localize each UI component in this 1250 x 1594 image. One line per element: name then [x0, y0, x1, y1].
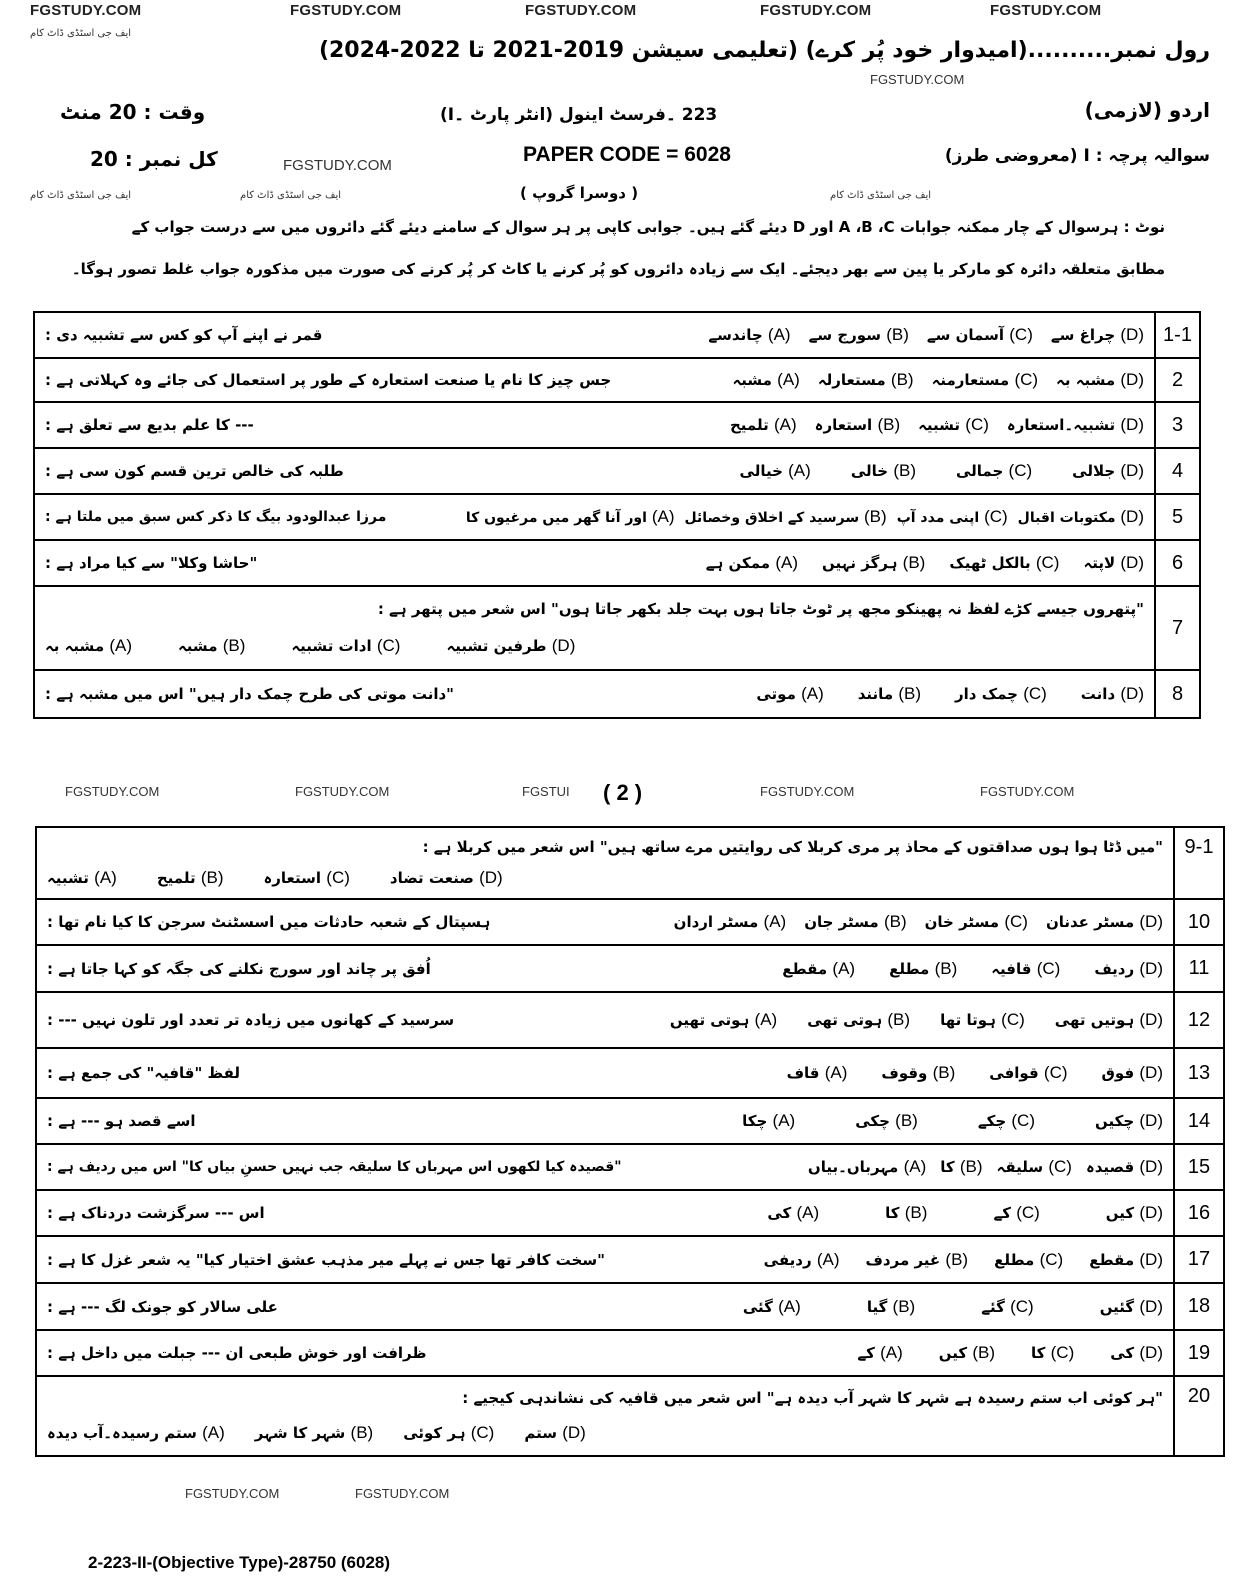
time-allowed: وقت : 20 منٹ: [60, 100, 206, 124]
option-c[interactable]: (C) کا: [1031, 1343, 1075, 1362]
option-b[interactable]: (B) خالی: [850, 461, 916, 480]
question-text: اس --- سرگزشت دردناک ہے :: [47, 1204, 265, 1222]
option-a[interactable]: (A) چکا: [742, 1111, 796, 1130]
option-c[interactable]: (C) ہوتا تھا: [940, 1010, 1025, 1029]
option-c[interactable]: (C) مستعارمنہ: [931, 370, 1039, 389]
option-d[interactable]: (D) جلالی: [1072, 461, 1144, 480]
watermark-urdu: ایف جی اسٹڈی ڈاٹ کام: [240, 190, 342, 201]
question-number: 14: [1173, 1099, 1223, 1143]
question-row: [35, 495, 1199, 541]
option-c[interactable]: (C) قافیہ: [991, 958, 1061, 978]
watermark-urdu: ایف جی اسٹڈی ڈاٹ کام: [30, 190, 132, 201]
session-label: (تعلیمی سیشن: [631, 38, 798, 63]
question-number: 13: [1173, 1049, 1223, 1097]
option-b[interactable]: (B) غیر مردف: [865, 1249, 969, 1269]
question-number: 3: [1154, 403, 1199, 447]
question-text: مرزا عبدالودود بیگ کا ذکر کس سبق میں ملتا ہے :: [45, 509, 387, 525]
question-text: "دانت موتی کی طرح چمک دار ہیں" اس میں مشبہ ہے :: [45, 685, 454, 703]
watermark: FGSTUDY.COM: [355, 1486, 450, 1501]
question-number: 11: [1173, 946, 1223, 991]
watermark: FGSTUDY.COM: [980, 784, 1075, 799]
question-number: 15: [1173, 1145, 1223, 1189]
question-row: [35, 403, 1199, 449]
question-row: [35, 313, 1199, 359]
option-a[interactable]: (A) ہوتی تھیں: [669, 1010, 778, 1029]
option-a[interactable]: (A) چاندسے: [708, 325, 791, 344]
option-b[interactable]: (B) مستعارلہ: [817, 370, 914, 389]
watermark: FGSTUDY.COM: [760, 2, 872, 19]
watermark: FGSTUDY.COM: [295, 784, 390, 799]
option-c[interactable]: (C) چکے: [977, 1111, 1035, 1130]
question-text: قمر نے اپنے آپ کو کس سے تشبیہ دی :: [45, 326, 323, 344]
question-row: [37, 993, 1223, 1049]
option-c[interactable]: (C) آسمان سے: [926, 325, 1033, 344]
question-number: 17: [1173, 1237, 1223, 1282]
question-text: جس چیز کا نام یا صنعت استعارہ کے طور پر استعمال کی جائے وہ کہلاتی ہے :: [45, 371, 612, 389]
question-text: طلبہ کی خالص ترین قسم کون سی ہے :: [45, 462, 344, 480]
option-c[interactable]: (C) چمک دار: [955, 684, 1047, 703]
option-b[interactable]: (B) مسٹر جان: [804, 912, 907, 931]
option-a[interactable]: (A) ممکن ہے: [705, 553, 798, 572]
question-row: [37, 1191, 1223, 1237]
question-number: 16: [1173, 1191, 1223, 1235]
question-text: اسے قصد ہو --- ہے :: [47, 1112, 196, 1130]
paper-footer-code: 2-223-II-(Objective Type)-28750 (6028): [88, 1553, 391, 1572]
option-d[interactable]: (D) مقطع: [1089, 1249, 1163, 1269]
question-number: 6: [1154, 541, 1199, 585]
watermark-urdu: ایف جی اسٹڈی ڈاٹ کام: [30, 28, 132, 39]
question-number: 19: [1173, 1331, 1223, 1375]
instructions-line-2: مطابق متعلقہ دائرہ کو مارکر یا پین سے بھر دیجئے۔ ایک سے زیادہ دائروں کو پُر کرنے یا کاٹ کر پُر کرنے کی صورت میں مذکورہ جواب غلط تصور ہوگا۔: [71, 260, 1165, 278]
option-c[interactable]: (C) اپنی مدد آپ: [896, 507, 1008, 526]
option-d[interactable]: (D) طرفین تشبیہ: [446, 636, 576, 655]
question-text: ظرافت اور خوش طبعی ان --- جبلت میں داخل ہے :: [47, 1344, 427, 1362]
option-b[interactable]: (B) ہوتی تھی: [807, 1010, 911, 1029]
question-text: لفظ "قافیہ" کی جمع ہے :: [47, 1064, 241, 1082]
question-row: [37, 1049, 1223, 1099]
question-text: "سخت کافر تھا جس نے پہلے میر مذہب عشق اختیار کیا" یہ شعر غزل کا ہے :: [47, 1250, 605, 1269]
option-d[interactable]: (D) چراغ سے: [1050, 325, 1144, 344]
paper-info: 223 ۔فرسٹ اینول (انٹر پارٹ ۔I): [440, 105, 718, 125]
watermark: FGSTUDY.COM: [290, 2, 402, 19]
option-d[interactable]: (D) کی: [1110, 1343, 1163, 1362]
group-label: ( دوسرا گروپ ): [520, 184, 639, 202]
question-row: [37, 1331, 1223, 1377]
option-c[interactable]: (C) ہر کوئی: [403, 1423, 495, 1442]
option-d[interactable]: (D) تشبیہ۔استعارہ: [1006, 415, 1144, 434]
question-row: [35, 359, 1199, 403]
question-text: سرسید کے کھانوں میں زیادہ تر تعدد اور تلون نہیں --- :: [47, 1011, 455, 1029]
option-c[interactable]: (C) مسٹر خان: [924, 912, 1028, 931]
watermark: FGSTUI: [522, 784, 570, 799]
option-d[interactable]: (D) گئیں: [1099, 1296, 1163, 1316]
option-d[interactable]: (D) مشبہ بہ: [1056, 370, 1144, 389]
option-d[interactable]: (D) قصیدہ: [1085, 1157, 1163, 1176]
option-a[interactable]: (A) موتی: [756, 684, 824, 703]
watermark-urdu: ایف جی اسٹڈی ڈاٹ کام: [830, 190, 932, 201]
option-c[interactable]: (C) قوافی: [989, 1063, 1068, 1082]
option-c[interactable]: (C) استعارہ: [263, 868, 350, 887]
question-number: 18: [1173, 1284, 1223, 1329]
option-c[interactable]: (C) مطلع: [994, 1249, 1064, 1269]
question-row: [37, 1145, 1223, 1191]
option-a[interactable]: (A) مشبہ: [732, 370, 800, 389]
option-d[interactable]: (D) صنعت تضاد: [389, 868, 503, 887]
watermark: FGSTUDY.COM: [990, 2, 1102, 19]
paper-type: سوالیہ پرچہ : I (معروضی طرز): [944, 146, 1210, 166]
option-d[interactable]: (D) مکتوبات اقبال: [1017, 507, 1144, 526]
question-text: ہسپتال کے شعبہ حادثات میں اسسٹنٹ سرجن کا کیا نام تھا :: [47, 913, 491, 931]
option-c[interactable]: (C) تشبیہ: [918, 415, 989, 434]
question-text: "حاشا وکلا" سے کیا مراد ہے :: [45, 554, 258, 572]
total-marks: کل نمبر : 20: [90, 147, 218, 171]
option-b[interactable]: (B) سرسید کے اخلاق وخصائل: [684, 507, 887, 526]
watermark: FGSTUDY.COM: [760, 784, 855, 799]
option-c[interactable]: (C) بالکل ٹھیک: [949, 553, 1060, 572]
watermark: FGSTUDY.COM: [30, 2, 142, 19]
option-d[interactable]: (D) ستم: [524, 1423, 586, 1442]
question-row: [37, 828, 1223, 900]
question-text: علی سالار کو جونک لگ --- ہے :: [47, 1297, 278, 1316]
watermark: FGSTUDY.COM: [65, 784, 160, 799]
question-number: 7: [1154, 587, 1199, 669]
watermark: FGSTUDY.COM: [185, 1486, 280, 1501]
questions-table-1: [33, 311, 1201, 719]
session-years: 2019-2021 تا 2022-2024): [318, 38, 625, 63]
option-b[interactable]: (B) کا: [940, 1157, 983, 1176]
option-d[interactable]: (D) چکیں: [1095, 1111, 1163, 1130]
question-row: [37, 1099, 1223, 1145]
question-row: [35, 671, 1199, 717]
roll-number-label: رول نمبر..........(امیدوار خود پُر کرے): [805, 38, 1210, 63]
option-b[interactable]: (B) گیا: [866, 1296, 916, 1316]
option-a[interactable]: (A) مقطع: [782, 958, 856, 978]
option-d[interactable]: (D) کیں: [1105, 1203, 1163, 1222]
option-a[interactable]: (A) مسٹر اردان: [673, 912, 787, 931]
question-text: "قصیدہ کیا لکھوں اس مہرباں کا سلیقہ جب نہیں حسنِ بیاں کا" اس میں ردیف ہے :: [47, 1159, 622, 1175]
option-a[interactable]: (A) مشبہ بہ: [45, 636, 133, 655]
option-b[interactable]: (B) استعارہ: [814, 415, 901, 434]
question-number: 4: [1154, 449, 1199, 493]
option-b[interactable]: (B) مانند: [857, 684, 922, 703]
question-row: [35, 587, 1199, 671]
option-a[interactable]: (A) کی: [767, 1203, 820, 1222]
question-row: [37, 1377, 1223, 1455]
option-c[interactable]: (C) ادات تشبیہ: [291, 636, 401, 655]
option-c[interactable]: (C) جمالی: [955, 461, 1033, 480]
watermark: FGSTUDY.COM: [525, 2, 637, 19]
question-number: 12: [1173, 993, 1223, 1047]
question-row: [37, 946, 1223, 993]
subject-title: اردو (لازمی): [1084, 98, 1210, 122]
question-row: [35, 541, 1199, 587]
question-text: "پتھروں جیسے کڑے لفظ نہ پھینکو مجھ پر ٹوٹ جاتا ہوں بہت جلد بکھر جاتا ہوں" اس شعر میں پتھر ہے :: [377, 600, 1144, 618]
option-a[interactable]: (A) تشبیہ: [47, 868, 117, 887]
option-a[interactable]: (A) کے: [857, 1343, 903, 1362]
option-a[interactable]: (A) خیالی: [739, 461, 811, 480]
question-row: [35, 449, 1199, 495]
watermark: FGSTUDY.COM: [283, 157, 392, 174]
option-a[interactable]: (A) گئی: [742, 1296, 801, 1316]
question-number: 2: [1154, 359, 1199, 401]
option-b[interactable]: (B) سورج سے: [808, 325, 909, 344]
option-b[interactable]: (B) مشبہ: [178, 636, 246, 655]
option-b[interactable]: (B) کیں: [938, 1343, 996, 1362]
option-c[interactable]: (C) گئے: [981, 1296, 1034, 1316]
option-d[interactable]: (D) فوق: [1101, 1063, 1163, 1082]
question-text: --- کا علم بدیع سے تعلق ہے :: [45, 416, 254, 434]
option-b[interactable]: (B) کا: [885, 1203, 928, 1222]
option-c[interactable]: (C) سلیقہ: [996, 1157, 1072, 1176]
question-number: 8: [1154, 671, 1199, 717]
instructions-line-1: نوٹ : ہرسوال کے چار ممکنہ جوابات A ،B ،C اور D دیئے گئے ہیں۔ جوابی کاپی پر ہر سوال کے سامنے دیئے گئے دائروں میں سے درست جواب کے: [131, 218, 1165, 236]
option-b[interactable]: (B) مطلع: [889, 958, 958, 978]
option-a[interactable]: (A) مہرباں۔بیاں: [807, 1157, 927, 1176]
option-b[interactable]: (B) ہرگز نہیں: [821, 553, 926, 572]
option-b[interactable]: (B) تلمیح: [156, 868, 224, 887]
question-row: [37, 1237, 1223, 1284]
question-number: 9-1: [1173, 828, 1223, 898]
question-number: 5: [1154, 495, 1199, 539]
option-d[interactable]: (D) ہوتیں تھی: [1054, 1010, 1163, 1029]
option-a[interactable]: (A) اور آنا گھر میں مرغیوں کا: [465, 507, 675, 526]
option-d[interactable]: (D) مسٹر عدنان: [1045, 912, 1163, 931]
option-d[interactable]: (D) لاپتہ: [1083, 553, 1144, 572]
question-row: [37, 900, 1223, 946]
option-c[interactable]: (C) کے: [993, 1203, 1040, 1222]
option-a[interactable]: (A) قاف: [786, 1063, 848, 1082]
question-text: "ہر کوئی اب ستم رسیدہ ہے شہر کا شہر آب دیدہ ہے" اس شعر میں قافیہ کی نشاندہی کیجیے :: [462, 1389, 1163, 1407]
question-text: اُفق پر چاند اور سورج نکلنے کی جگہ کو کہا جاتا ہے :: [47, 959, 431, 978]
option-a[interactable]: (A) ردیفی: [763, 1249, 840, 1269]
page-number: ( 2 ): [603, 780, 643, 805]
option-d[interactable]: (D) دانت: [1080, 684, 1144, 703]
question-number: 1-1: [1154, 313, 1199, 357]
watermark: FGSTUDY.COM: [870, 72, 965, 87]
question-number: 10: [1173, 900, 1223, 944]
roll-number-line: [319, 38, 1210, 63]
option-b[interactable]: (B) چکی: [855, 1111, 918, 1130]
question-text: "میں ڈٹا ہوا ہوں صداقتوں کے محاذ پر مری کربلا کی روایتیں مرے ساتھ ہیں" اس شعر میں کربلا ہے :: [422, 838, 1163, 856]
questions-table-2: [35, 826, 1225, 1457]
option-b[interactable]: (B) وقوف: [881, 1063, 956, 1082]
option-b[interactable]: (B) شہر کا شہر: [254, 1423, 374, 1442]
paper-code: PAPER CODE = 6028: [523, 143, 731, 166]
option-a[interactable]: (A) تلمیح: [730, 415, 797, 434]
question-number: 20: [1173, 1377, 1223, 1455]
option-d[interactable]: (D) ردیف: [1094, 958, 1163, 978]
option-a[interactable]: (A) ستم رسیدہ۔آب دیدہ: [47, 1423, 225, 1442]
question-row: [37, 1284, 1223, 1331]
